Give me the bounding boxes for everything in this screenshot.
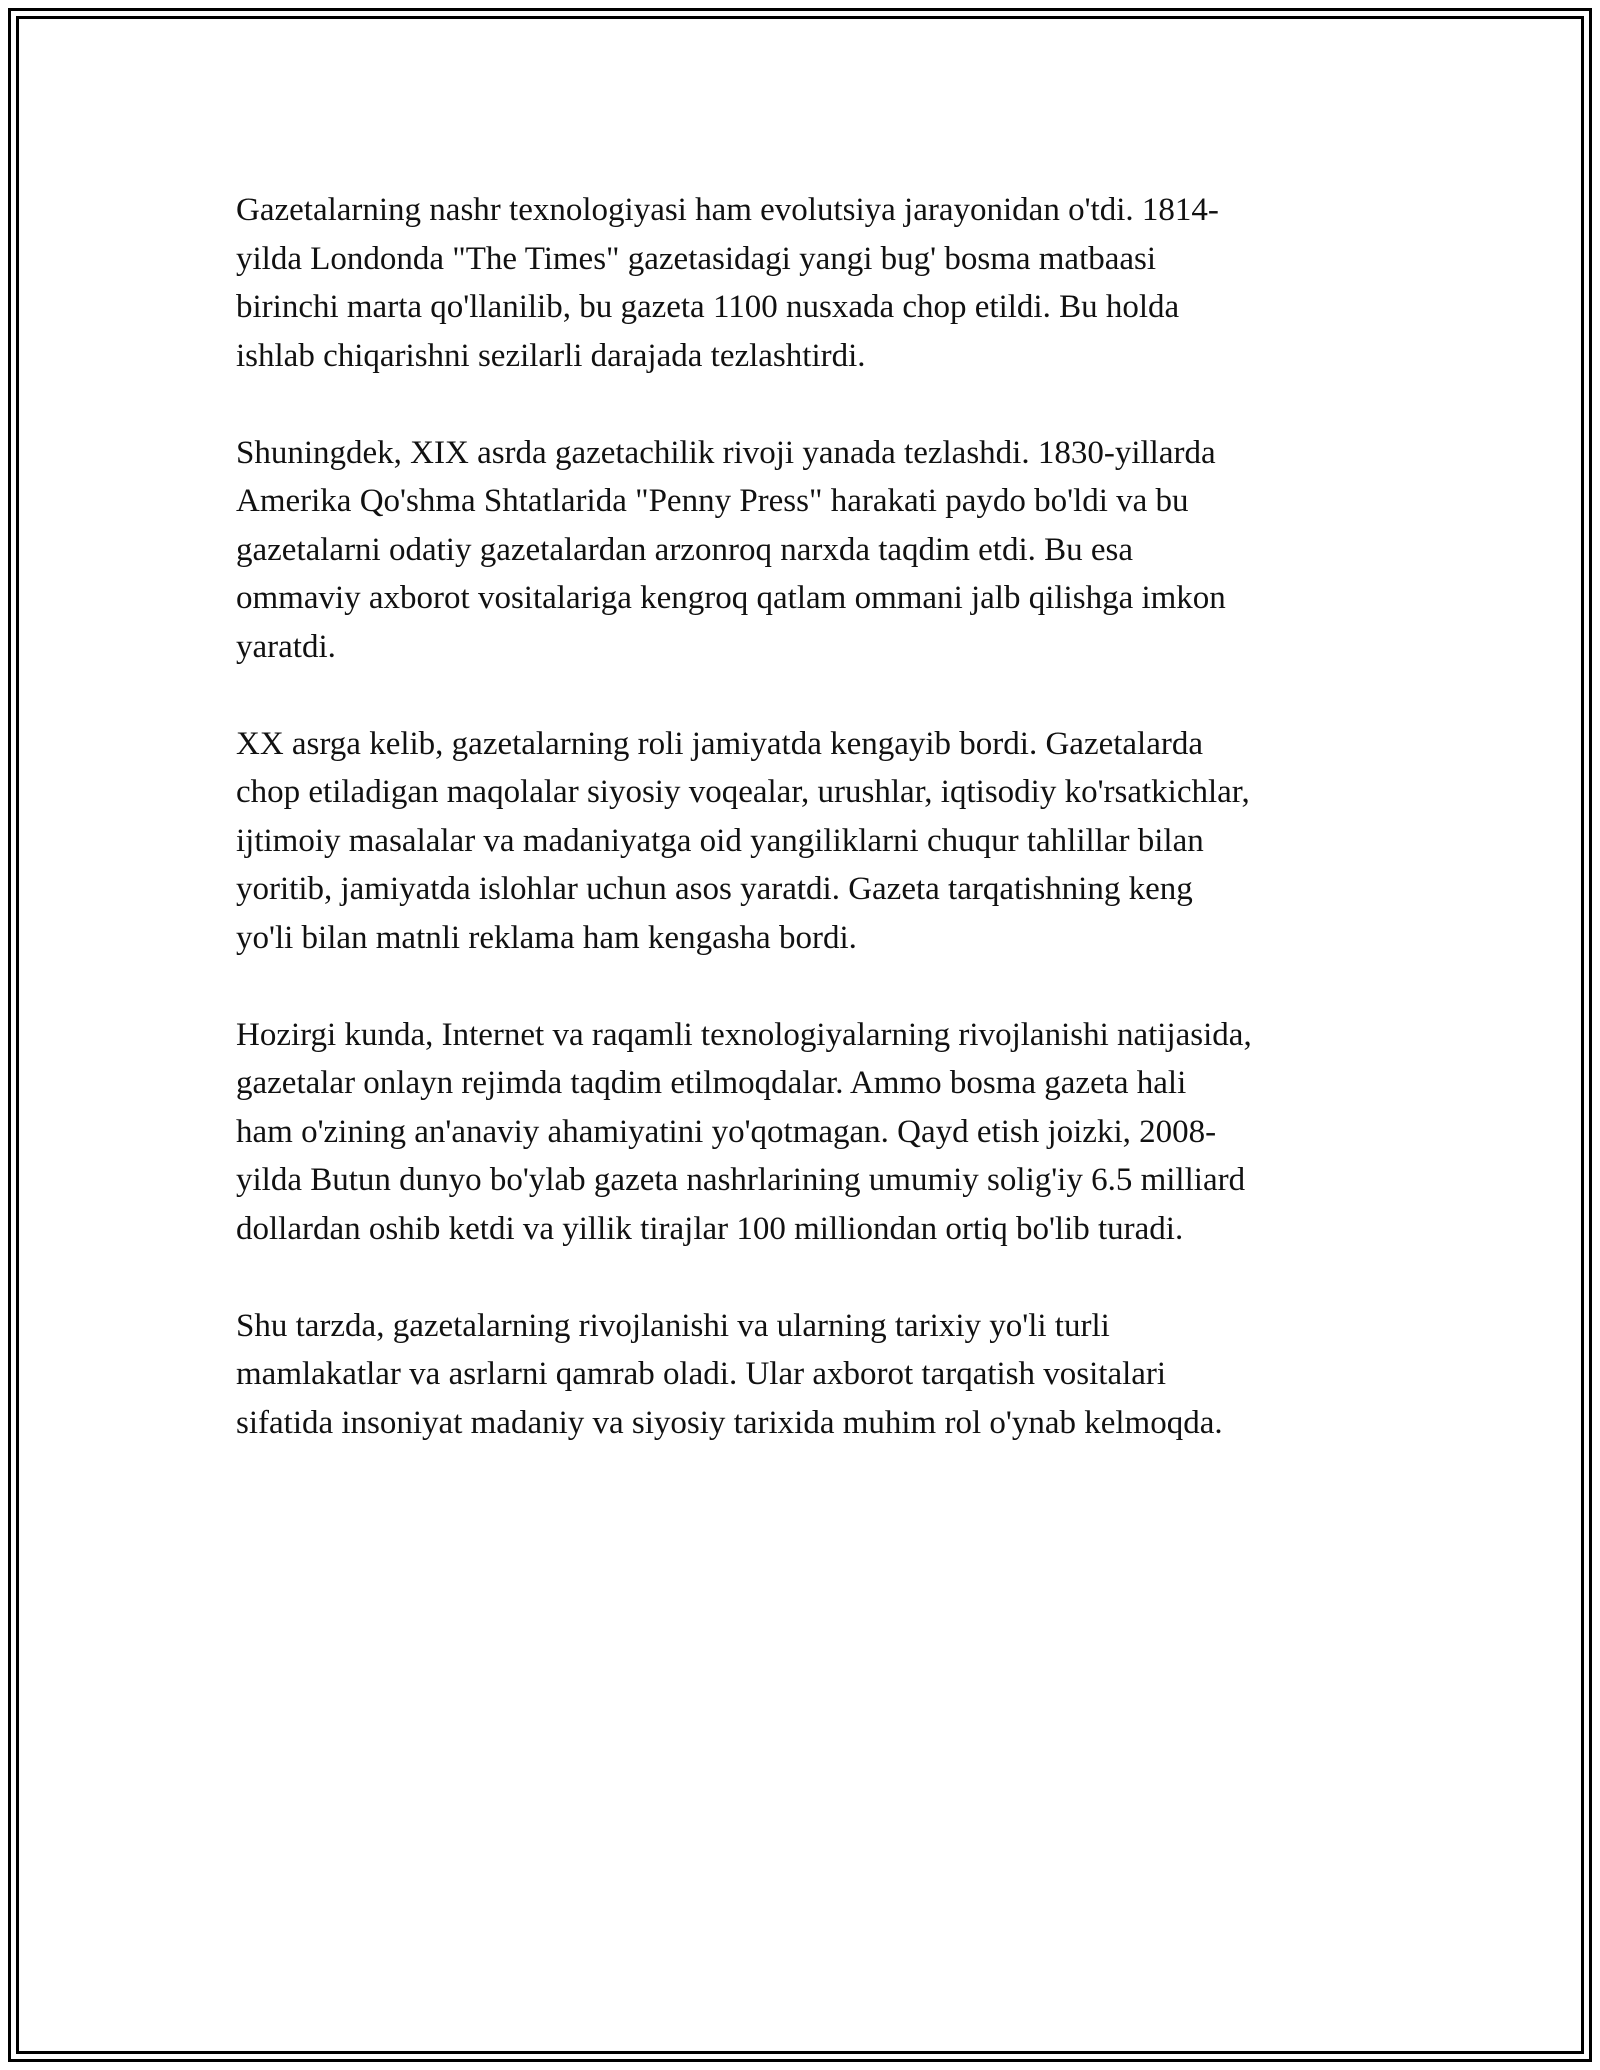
document-body [236, 186, 1376, 1496]
paragraph-2: Shuningdek, XIX asrda gazetachilik rivoji yanada tezlashdi. 1830-yillarda Amerika Qo'shma Shtatlarida "Penny Press" harakati paydo bo'ldi va bu gazetalarni odatiy gazetalardan arzonroq narxda taqdim etdi. Bu esa ommaviy axborot vositalariga kengroq qatlam ommani jalb qilishga imkon yaratdi. [236, 434, 1226, 665]
paragraph-1: Gazetalarning nashr texnologiyasi ham evolutsiya jarayonidan o'tdi. 1814- yilda Londonda "The Times" gazetasidagi yangi bug' bosma matbaasi birinchi marta qo'llanilib, bu gazeta 1100 nusxada chop etildi. Bu holda ishlab chiqarishni sezilarli darajada tezlashtirdi. [236, 192, 1219, 374]
paragraph-5: Shu tarzda, gazetalarning rivojlanishi va ularning tarixiy yo'li turli mamlakatlar va asrlarni qamrab oladi. Ular axborot tarqatish vositalari sifatida insoniyat madaniy va siyosiy tarixida muhim rol o'ynab kelmoqda. [236, 1307, 1223, 1441]
paragraph-4: Hozirgi kunda, Internet va raqamli texnologiyalarning rivojlanishi natijasida, gazetalar onlayn rejimda taqdim etilmoqdalar. Ammo bosma gazeta hali ham o'zining an'anaviy ahamiyatini yo'qotmagan. Qayd etish joizki, 2008- yilda Butun dunyo bo'ylab gazeta nashrlarining umumiy solig'iy 6.5 milliard dollardan oshib ketdi va yillik tirajlar 100 milliondan ortiq bo'lib turadi. [236, 1016, 1252, 1247]
paragraph-3: XX asrga kelib, gazetalarning roli jamiyatda kengayib bordi. Gazetalarda chop etiladigan maqolalar siyosiy voqealar, urushlar, iqtisodiy ko'rsatkichlar, ijtimoiy masalalar va madaniyatga oid yangiliklarni chuqur tahlillar bilan yoritib, jamiyatda islohlar uchun asos yaratdi. Gazeta tarqatishning keng yo'li bilan matnli reklama ham kengasha bordi. [236, 725, 1250, 956]
